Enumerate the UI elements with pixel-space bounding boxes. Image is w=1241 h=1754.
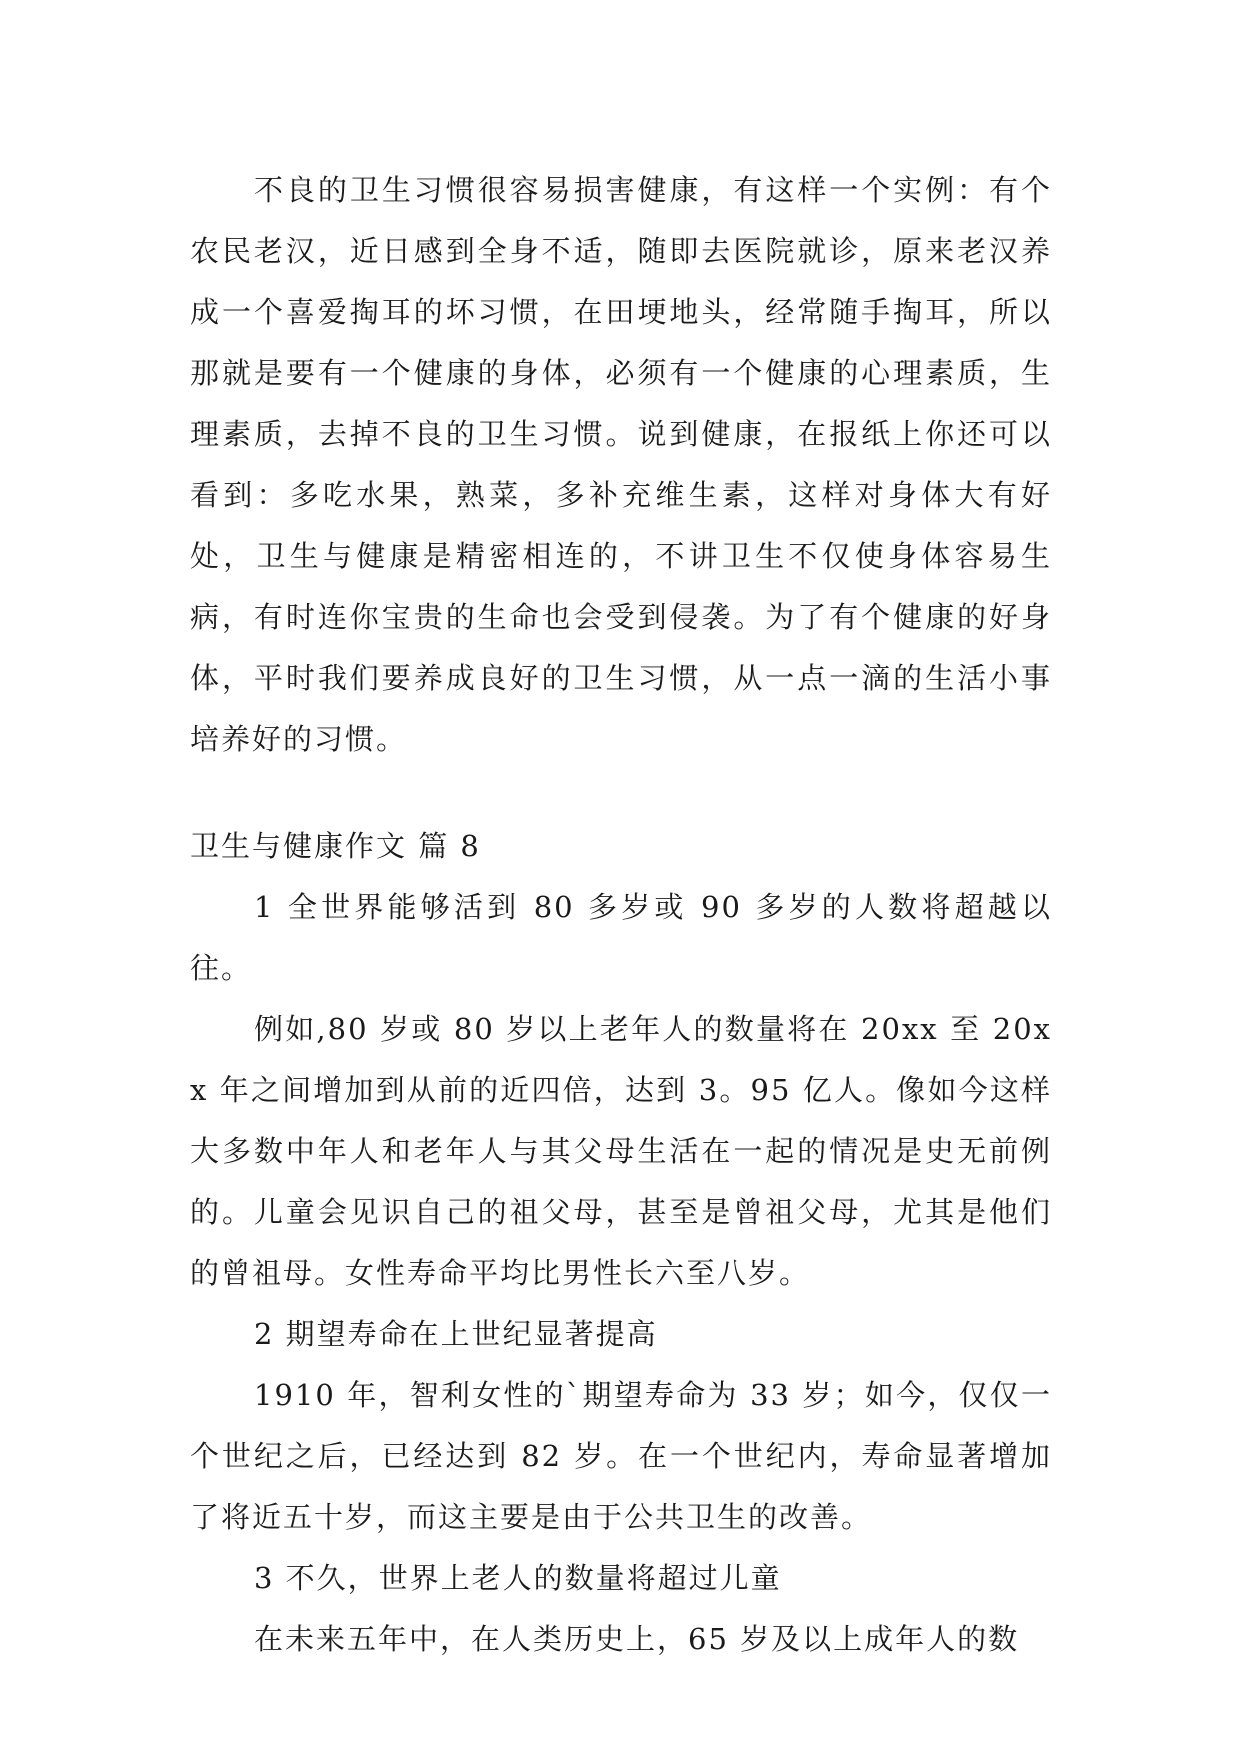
paragraph-1: 1 全世界能够活到 80 多岁或 90 多岁的人数将超越以往。 [190,890,1052,985]
paragraph-5: 3 不久，世界上老人的数量将超过儿童 [254,1561,782,1595]
paragraph-4: 1910 年，智利女性的`期望寿命为 33 岁；如今，仅仅一个世纪之后，已经达到 82 岁。在一个世纪内，寿命显著增加了将近五十岁，而这主要是由于公共卫生的改善。 [190,1378,1052,1534]
section-title: 卫生与健康作文 篇 8 [190,829,481,863]
document-body [190,160,1052,1670]
intro-paragraph: 不良的卫生习惯很容易损害健康，有这样一个实例：有个农民老汉，近日感到全身不适，随即去医院就诊，原来老汉养成一个喜爱掏耳的坏习惯，在田埂地头，经常随手掏耳，所以那就是要有一个健康的身体，必须有一个健康的心理素质，生理素质，去掉不良的卫生习惯。说到健康，在报纸上你还可以看到：多吃水果，熟菜，多补充维生素，这样对身体大有好处，卫生与健康是精密相连的，不讲卫生不仅使身体容易生病，有时连你宝贵的生命也会受到侵袭。为了有个健康的好身体，平时我们要养成良好的卫生习惯，从一点一滴的生活小事培养好的习惯。 [190,173,1052,756]
paragraph-6: 在未来五年中，在人类历史上，65 岁及以上成年人的数 [254,1622,1020,1656]
paragraph-3: 2 期望寿命在上世纪显著提高 [254,1317,658,1351]
paragraph-2: 例如,80 岁或 80 岁以上老年人的数量将在 20xx 至 20xx 年之间增加到从前的近四倍，达到 3。95 亿人。像如今这样大多数中年人和老年人与其父母生活在一起的情况是史无前例的。儿童会见识自己的祖父母，甚至是曾祖父母，尤其是他们的曾祖母。女性寿命平均比男性长六至八岁。 [190,1012,1052,1290]
